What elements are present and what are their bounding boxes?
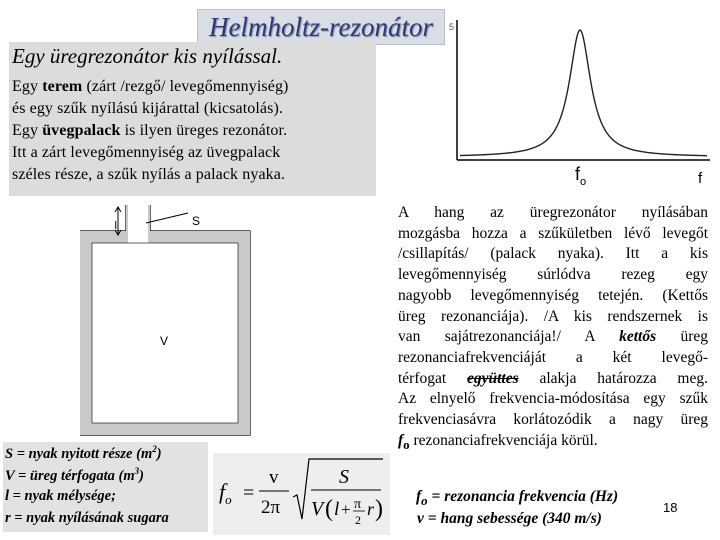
definition-fo: $f_o$ = rezonancia frekvencia (Hz) [416, 488, 619, 509]
formula-pi: π [354, 497, 362, 512]
formula-two-pi: 2π [261, 497, 281, 518]
text-line: $f_o$ rezonanciafrekvenciája körül. [398, 431, 598, 452]
text-line: A hang az üregrezonátor nyílásában [398, 204, 708, 221]
opening-area-label: S [192, 214, 201, 228]
resonance-curve-graph [452, 20, 714, 195]
text-line: nagyobb levegőmennyiség tetején. (Kettős [398, 286, 708, 304]
opening-pointer [146, 213, 188, 223]
formula-r: r [367, 499, 375, 519]
intro-line: és egy szűk nyílású kijárattal (kicsatolás). [12, 100, 283, 117]
title-mark: 5 [449, 22, 455, 32]
helmholtz-resonator-diagram [80, 205, 260, 445]
formula-plus: + [341, 500, 351, 519]
fo-axis-label: $f_o$ [575, 164, 587, 188]
resonator-neck [128, 205, 148, 243]
formula-V: V [311, 498, 324, 520]
volume-label: V [160, 334, 169, 348]
formula-S: S [339, 466, 349, 488]
explanation-text [398, 203, 708, 456]
text-line: térfogat együttes alakja határozza meg. [398, 369, 708, 387]
text-line: Az elnyelő frekvencia-módosítása egy szűk [398, 390, 708, 408]
formula-l: l [334, 499, 340, 520]
legend-line: r = nyak nyílásának sugara [5, 510, 169, 526]
formula-two: 2 [355, 513, 361, 527]
text-line: rezonanciafrekvenciáját a két levegő- [398, 348, 708, 366]
legend-line: S = nyak nyitott része $(m^2)$ [5, 444, 162, 462]
resonance-curve [460, 30, 707, 156]
formula-v: v [269, 467, 279, 488]
text-line: /csillapítás/ (palack nyaka). Itt a kis [398, 245, 708, 263]
text-line: frekvenciasávra korlátozódik a nagy üreg [398, 411, 708, 429]
formula-equals: = [243, 482, 255, 504]
intro-line: Egy üvegpalack is ilyen üreges rezonátor. [12, 122, 288, 139]
text-line: van sajátrezonanciája!/ A kettős üreg [398, 328, 708, 346]
slide-title: Helmholtz-rezonátor [197, 9, 445, 45]
intro-line: Itt a zárt levegőmennyiség az üvegpalack [12, 144, 281, 161]
formula-close-paren: ) [375, 496, 383, 522]
text-line: üreg rezonanciája). /A kis rendszernek is [398, 307, 708, 325]
formula-lhs: $f_o$ [219, 479, 232, 507]
f-axis-label: f [698, 170, 703, 187]
resonator-cavity [92, 243, 238, 423]
text-line: mozgásba hozza a szűkületben lévő levegőt [398, 224, 708, 242]
formula-open-paren: ( [325, 496, 333, 522]
intro-line: Egy terem (zárt /rezgő/ levegőmennyiség) [12, 78, 289, 95]
page-number: 18 [663, 500, 678, 515]
text-line: levegőmennyiség súrlódva rezeg egy [398, 266, 708, 284]
intro-heading: Egy üregrezonátor kis nyílással. [12, 44, 283, 68]
legend-line: l = nyak mélysége; [5, 488, 116, 504]
neck-depth-label: l [114, 220, 117, 232]
legend-line: V = üreg térfogata $(m^3)$ [5, 466, 144, 484]
intro-line: széles része, a szűk nyílás a palack nyaka. [12, 166, 286, 183]
definition-v: v = hang sebessége (340 m/s) [417, 510, 602, 527]
helmholtz-formula [213, 453, 390, 535]
